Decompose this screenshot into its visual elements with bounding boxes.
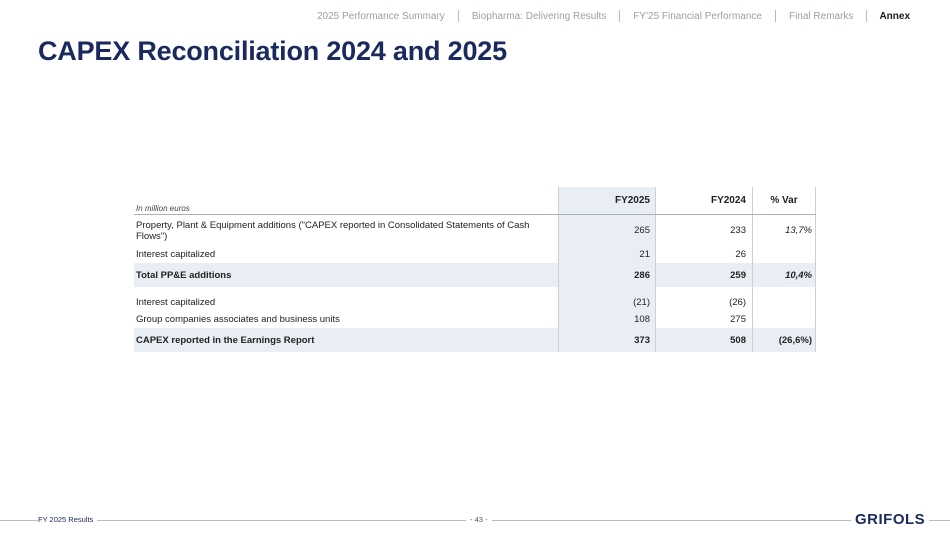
cell-var <box>753 294 816 311</box>
header-var: % Var <box>753 187 816 214</box>
table-row <box>134 294 816 311</box>
page-title: CAPEX Reconciliation 2024 and 2025 <box>38 36 507 66</box>
cell-fy2024: 508 <box>656 328 753 352</box>
capex-table <box>134 187 816 352</box>
table-row <box>134 215 816 246</box>
cell-var <box>753 311 816 328</box>
top-navigation <box>304 10 910 22</box>
nav-biopharma[interactable]: Biopharma: Delivering Results <box>471 10 607 22</box>
page-number: - 43 - <box>466 515 492 524</box>
header-fy2024: FY2024 <box>656 187 753 214</box>
row-spacer <box>134 287 816 294</box>
cell-var: 13,7% <box>753 215 816 246</box>
grifols-logo: GRIFOLS <box>851 511 929 528</box>
nav-annex[interactable]: Annex <box>879 10 910 22</box>
cell-var: 10,4% <box>753 263 816 287</box>
row-label: Total PP&E additions <box>136 269 232 281</box>
table-header-row <box>134 187 816 215</box>
cell-fy2024: 26 <box>656 246 753 263</box>
header-fy2025: FY2025 <box>558 187 656 214</box>
cell-fy2024: 259 <box>656 263 753 287</box>
cell-fy2025: 286 <box>558 263 656 287</box>
unit-label: In million euros <box>136 204 190 213</box>
cell-fy2025: 373 <box>558 328 656 352</box>
table-row <box>134 311 816 328</box>
table-row <box>134 246 816 263</box>
cell-fy2025: 108 <box>558 311 656 328</box>
cell-var <box>753 246 816 263</box>
cell-fy2024: (26) <box>656 294 753 311</box>
cell-fy2025: (21) <box>558 294 656 311</box>
row-label: Interest capitalized <box>136 249 216 260</box>
row-label: Group companies associates and business units <box>136 314 340 325</box>
row-label: Interest capitalized <box>136 297 216 308</box>
row-label: Property, Plant & Equipment additions ("CAPEX reported in Consolidated Statements of Cash Flows") <box>136 219 530 242</box>
total-row <box>134 263 816 287</box>
cell-fy2025: 265 <box>558 215 656 246</box>
cell-fy2024: 233 <box>656 215 753 246</box>
cell-fy2024: 275 <box>656 311 753 328</box>
row-label: CAPEX reported in the Earnings Report <box>136 334 315 346</box>
nav-final-remarks[interactable]: Final Remarks <box>788 10 854 22</box>
nav-financial-performance[interactable]: FY'25 Financial Performance <box>633 10 762 22</box>
footer-label: FY 2025 Results <box>38 515 97 524</box>
cell-var: (26,6%) <box>753 328 816 352</box>
nav-performance-summary[interactable]: 2025 Performance Summary <box>316 10 445 22</box>
total-row <box>134 328 816 352</box>
cell-fy2025: 21 <box>558 246 656 263</box>
